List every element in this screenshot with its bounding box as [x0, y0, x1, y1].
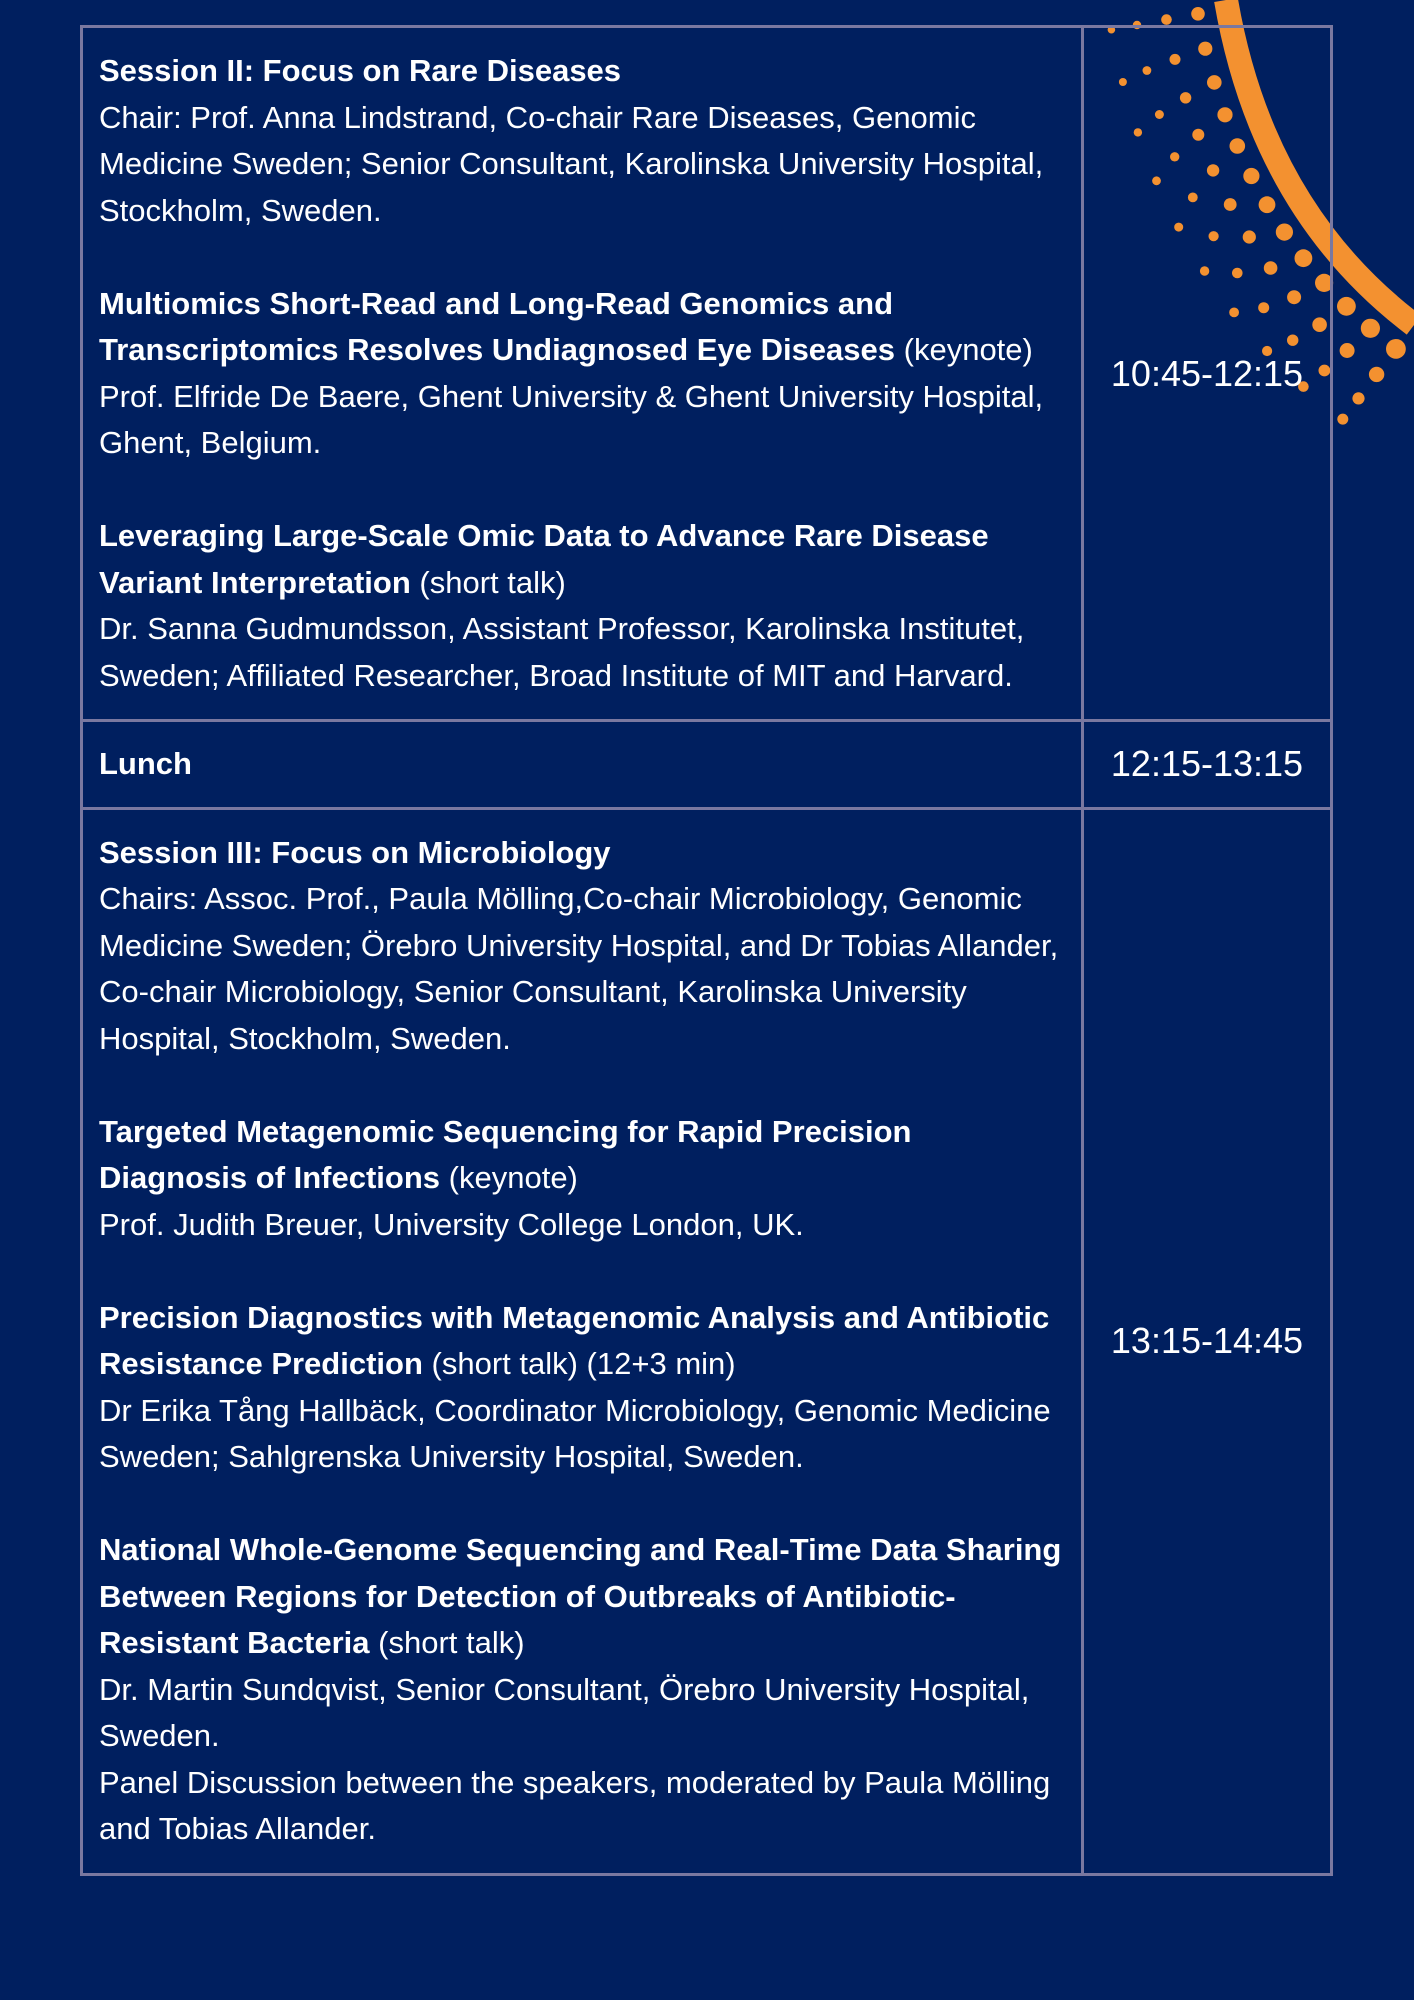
- session-chair: Chair: Prof. Anna Lindstrand, Co-chair Rare Diseases, Genomic Medicine Sweden; Senior Consultant, Karolinska University Hospital, Stockholm, Sweden.: [99, 99, 1044, 228]
- decorative-dot: [1340, 343, 1355, 358]
- talk-speaker: Prof. Judith Breuer, University College London, UK.: [99, 1206, 804, 1242]
- session-title: Session II: Focus on Rare Diseases: [99, 53, 622, 88]
- session-chair: Chairs: Assoc. Prof., Paula Mölling,Co-chair Microbiology, Genomic Medicine Sweden; Örebro University Hospital, and Dr Tobias Allander, Co-chair Microbiology, Senior Consultant, Karolinska University Hospital, Stockholm, Sweden.: [99, 881, 1059, 1056]
- table-row: [82, 721, 1332, 809]
- talk-title: National Whole-Genome Sequencing and Real-Time Data Sharing Between Regions for Detection of Outbreaks of Antibiotic-Resistant Bacteria: [99, 1532, 1062, 1660]
- talk-block: [99, 513, 1065, 699]
- talk-type: (short talk) (12+3 min): [431, 1346, 736, 1381]
- decorative-dot: [1386, 339, 1406, 359]
- session-cell: [82, 808, 1083, 1874]
- talk-speaker: Dr. Martin Sundqvist, Senior Consultant, Örebro University Hospital, Sweden.: [99, 1671, 1030, 1753]
- talk-type: (short talk): [378, 1625, 525, 1660]
- talk-title: Precision Diagnostics with Metagenomic Analysis and Antibiotic Resistance Prediction: [99, 1299, 1050, 1381]
- decorative-dot: [1337, 414, 1348, 425]
- decorative-dot: [1361, 319, 1380, 338]
- decorative-dot: [1369, 367, 1384, 382]
- talk-speaker: Dr. Sanna Gudmundsson, Assistant Professor, Karolinska Institutet, Sweden; Affiliated Researcher, Broad Institute of MIT and Harvard.: [99, 611, 1025, 693]
- talk-block: [99, 1295, 1065, 1481]
- session-heading-block: [99, 48, 1065, 234]
- decorative-dot: [1161, 14, 1172, 25]
- schedule-table: [80, 25, 1333, 1876]
- session-heading-block: [99, 830, 1065, 1063]
- talk-speaker: Dr Erika Tång Hallbäck, Coordinator Microbiology, Genomic Medicine Sweden; Sahlgrenska University Hospital, Sweden.: [99, 1392, 1051, 1474]
- talk-type: (short talk): [419, 564, 566, 600]
- session-cell: [82, 27, 1083, 721]
- time-slot: 10:45-12:15: [1082, 27, 1331, 721]
- talk-block: [99, 1527, 1065, 1853]
- table-row: [82, 808, 1332, 1874]
- session-title: Session III: Focus on Microbiology: [99, 834, 611, 870]
- talk-title: Targeted Metagenomic Sequencing for Rapid Precision Diagnosis of Infections: [99, 1113, 912, 1195]
- decorative-dot: [1352, 392, 1364, 404]
- decorative-dot: [1191, 7, 1205, 21]
- talk-speaker: Prof. Elfride De Baere, Ghent University & Ghent University Hospital, Ghent, Belgium.: [99, 378, 1044, 460]
- decorative-dot: [1337, 297, 1356, 316]
- talk-block: [99, 1109, 1065, 1249]
- talk-title: Multiomics Short-Read and Long-Read Genomics and Transcriptomics Resolves Undiagnosed Eye Diseases: [99, 285, 896, 367]
- time-slot: 12:15-13:15: [1082, 721, 1331, 809]
- lunch-label: Lunch: [99, 746, 192, 781]
- talk-block: [99, 281, 1065, 467]
- talk-type: (keynote): [448, 1160, 578, 1195]
- talk-title: Leveraging Large-Scale Omic Data to Advance Rare Disease Variant Interpretation: [99, 518, 989, 600]
- table-row: [82, 27, 1332, 721]
- time-slot: 13:15-14:45: [1082, 808, 1331, 1874]
- panel-discussion: Panel Discussion between the speakers, moderated by Paula Mölling and Tobias Allander.: [99, 1764, 1051, 1846]
- talk-type: (keynote): [903, 332, 1033, 367]
- lunch-cell: [82, 721, 1083, 809]
